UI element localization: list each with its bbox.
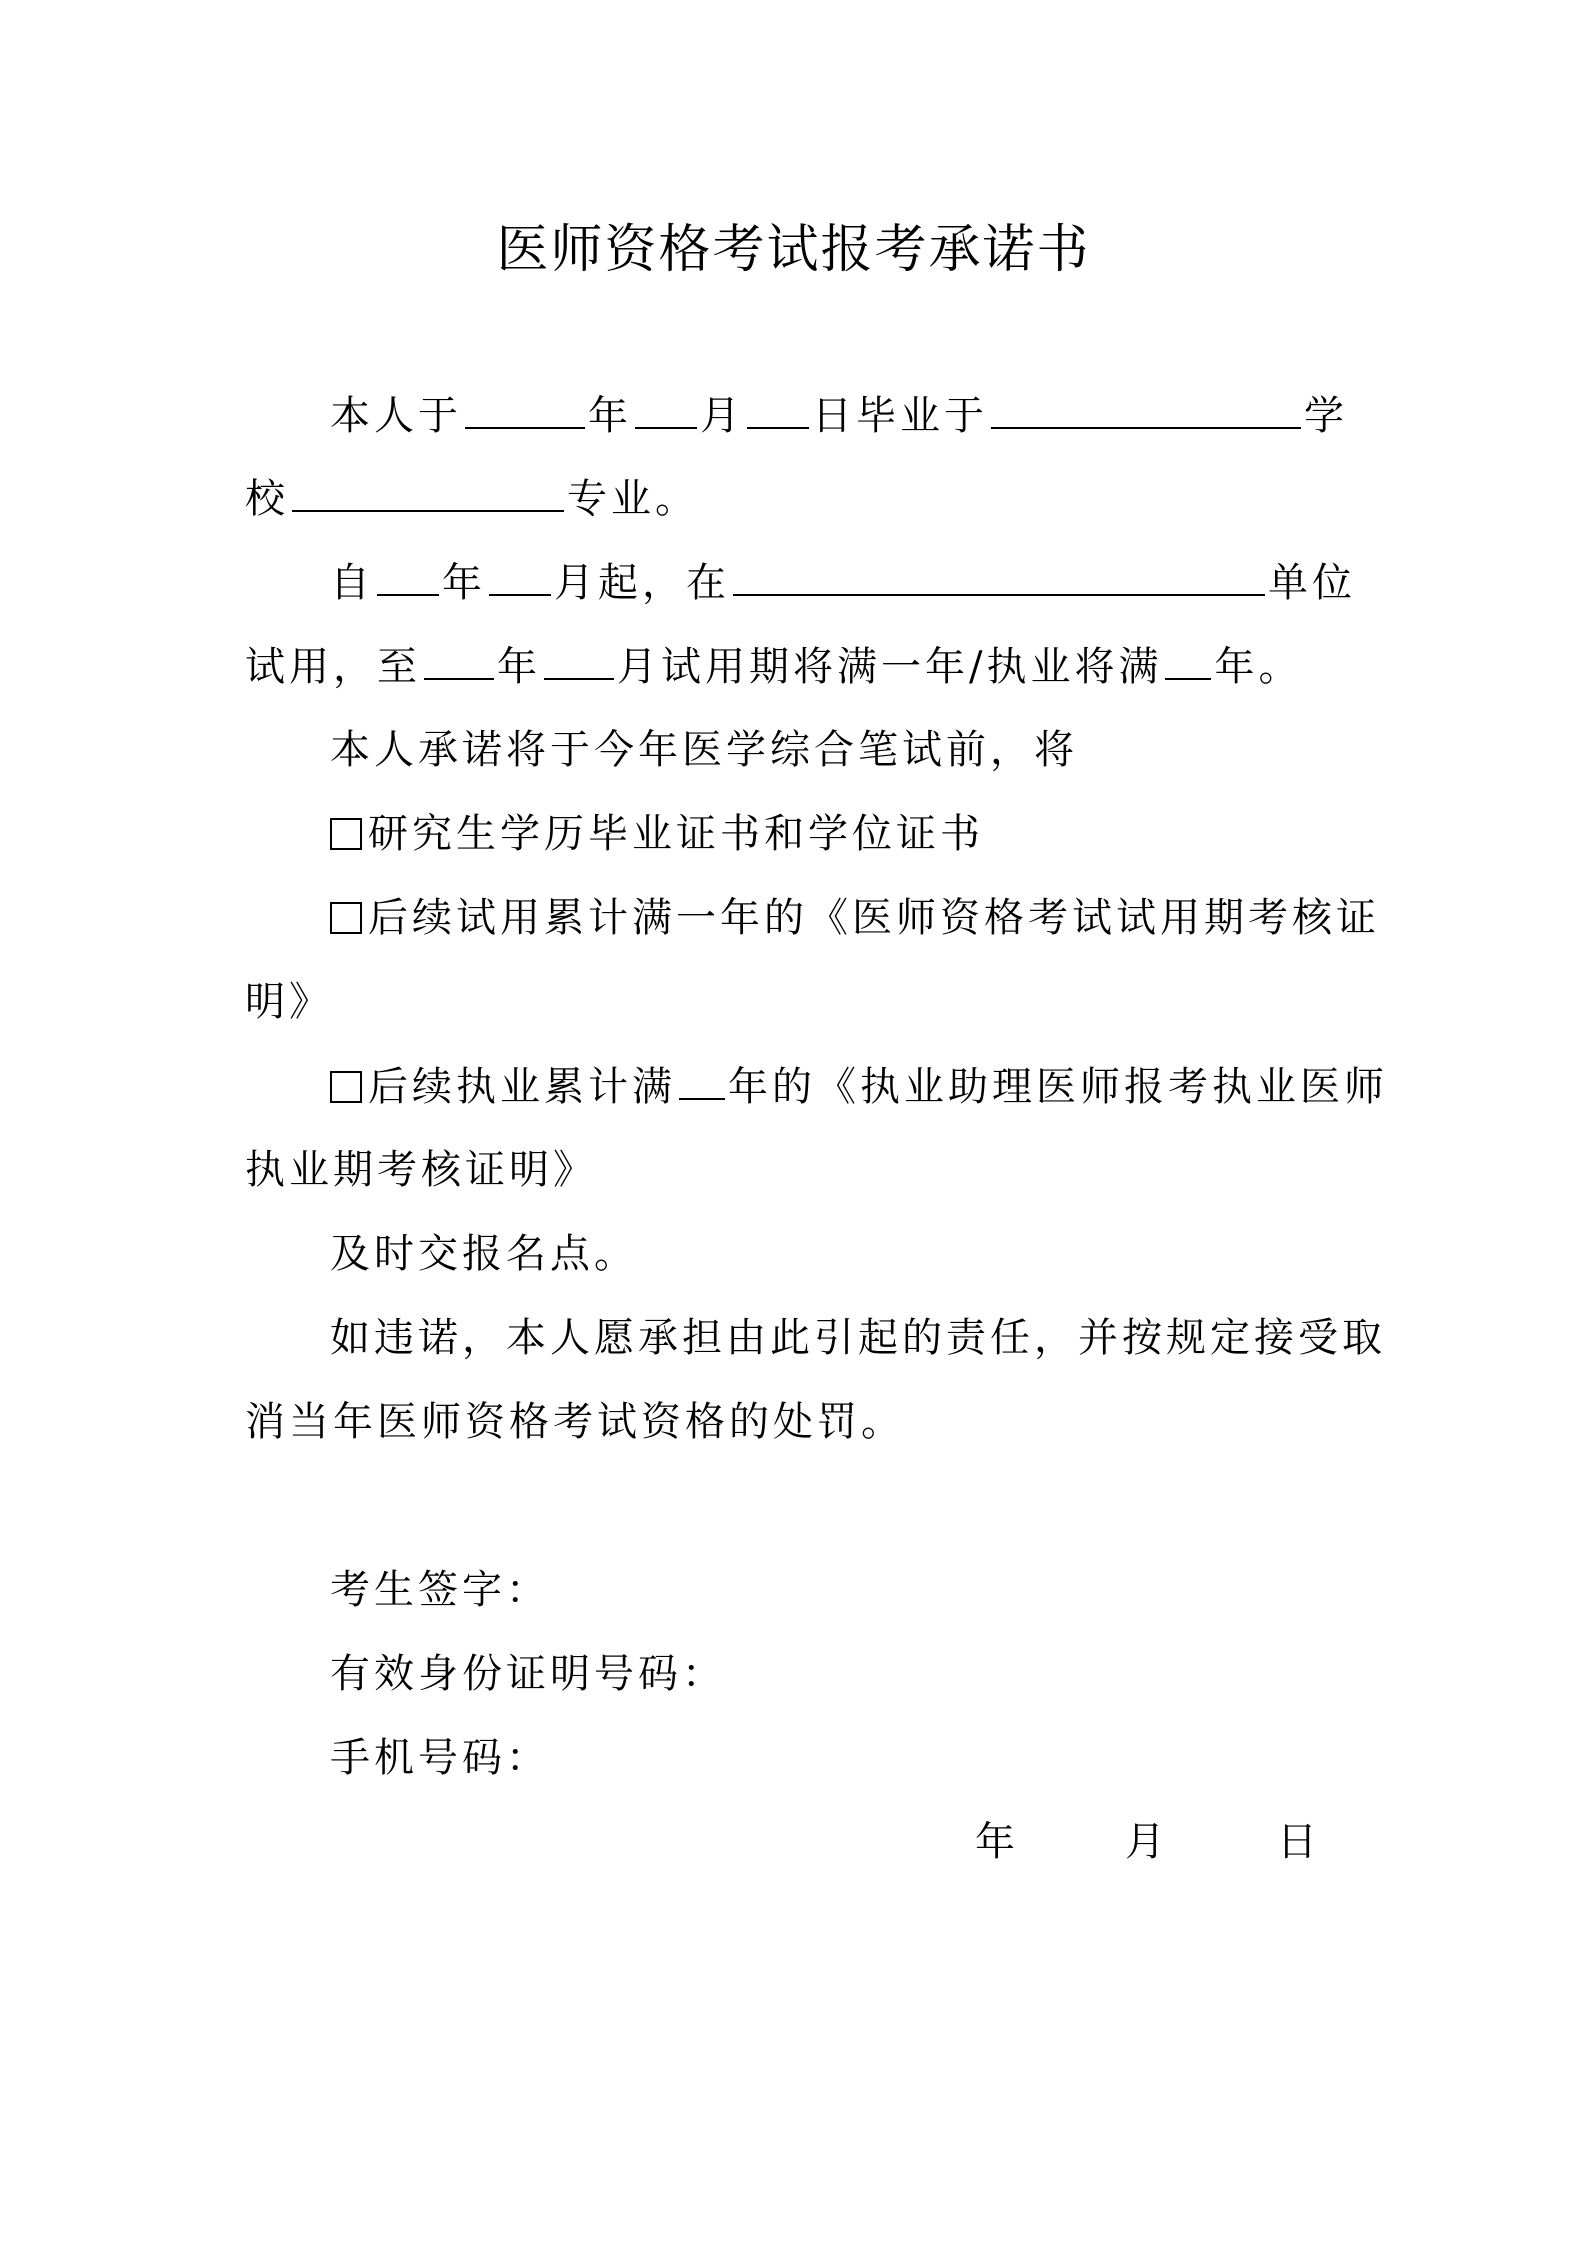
option-practice-period-cont: 执业期考核证明》	[245, 1147, 597, 1193]
checkbox-graduate-certificate[interactable]	[330, 818, 362, 850]
commitment-line: 本人承诺将于今年医学综合笔试前，将	[330, 727, 1078, 773]
para1-line1: 本人于 年 月 日毕业于 学	[330, 385, 1348, 446]
date-year-label: 年	[975, 1819, 1019, 1865]
candidate-signature-label: 考生签字：	[330, 1567, 550, 1613]
option-trial-period-cont: 明》	[245, 979, 333, 1025]
phone-number-label: 手机号码：	[330, 1735, 550, 1781]
end-year-blank[interactable]	[424, 636, 494, 680]
option-practice-period: 后续执业累计满 年的《执业助理医师报考执业医师	[330, 1056, 1388, 1117]
document-title: 医师资格考试报考承诺书	[496, 220, 1091, 280]
submit-line: 及时交报名点。	[330, 1231, 638, 1277]
para2-line2: 试用，至 年 月试用期将满一年/执业将满 年。	[245, 636, 1302, 697]
start-month-blank[interactable]	[489, 552, 551, 596]
unit-blank[interactable]	[733, 552, 1265, 596]
start-year-blank[interactable]	[377, 552, 439, 596]
date-month-label: 月	[1125, 1819, 1169, 1865]
date-day-label: 日	[1277, 1819, 1321, 1865]
checkbox-trial-period[interactable]	[330, 902, 362, 934]
graduation-month-blank[interactable]	[635, 385, 697, 429]
option-trial-period: 后续试用累计满一年的《医师资格考试试用期考核证	[330, 888, 1380, 948]
graduation-day-blank[interactable]	[747, 385, 809, 429]
para1-line2: 校 专业。	[245, 468, 699, 529]
violation-line2: 消当年医师资格考试资格的处罚。	[245, 1399, 905, 1445]
practice-years-blank[interactable]	[1165, 636, 1211, 680]
violation-line1: 如违诺，本人愿承担由此引起的责任，并按规定接受取	[330, 1315, 1386, 1361]
school-blank[interactable]	[991, 385, 1301, 429]
checkbox-practice-period[interactable]	[330, 1071, 362, 1103]
practice-cumulative-years-blank[interactable]	[679, 1056, 725, 1100]
graduation-year-blank[interactable]	[465, 385, 585, 429]
id-number-label: 有效身份证明号码：	[330, 1651, 726, 1697]
end-month-blank[interactable]	[544, 636, 614, 680]
para2-line1: 自 年 月起，在 单位	[330, 552, 1356, 613]
option-graduate-certificate: 研究生学历毕业证书和学位证书	[330, 804, 984, 864]
major-blank[interactable]	[292, 468, 564, 512]
